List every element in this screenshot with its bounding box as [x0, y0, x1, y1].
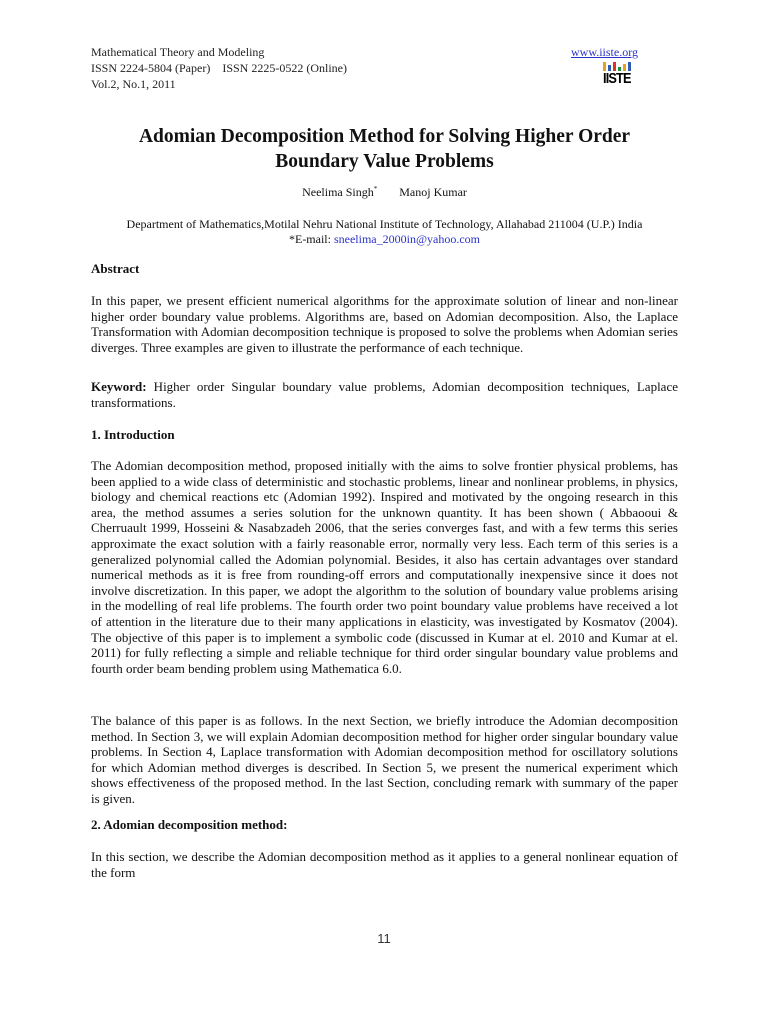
logo-wordmark: IISTE: [603, 70, 631, 87]
title-line-2: Boundary Value Problems: [275, 151, 494, 172]
intro-paragraph-2: The balance of this paper is as follows. In the next Section, we briefly introduce the Adomian decomposition method. In Section 3, we will explain Adomian decomposition method for higher order singular boundary value problems. In Section 4, Laplace transformation with Adomian decomposition method for oscillatory solutions for which Adomian method diverges is described. In Section 5, we present the numerical experiment which shows effectiveness of the proposed method. In the last Section, concluding remark with summary of the paper is given.: [91, 713, 678, 806]
abstract-text: In this paper, we present efficient numerical algorithms for the approximate solution of linear and non-linear higher order boundary value problems. Algorithms are, based on Adomian decomposition. Also, the Laplace Transformation with Adomian decomposition technique is proposed to solve the problems when Adomian series diverges. Three examples are given to illustrate the performance of each technique.: [91, 293, 678, 355]
journal-name: Mathematical Theory and Modeling: [91, 45, 265, 59]
iiste-logo-icon: [603, 62, 635, 94]
author-list: [91, 185, 678, 200]
author-1: Neelima Singh: [302, 185, 374, 199]
website-link[interactable]: www.iiste.org: [571, 45, 638, 59]
corresponding-mark: *: [373, 185, 378, 193]
abstract-heading: Abstract: [91, 261, 140, 276]
keywords-text: Higher order Singular boundary value problems, Adomian decomposition techniques, Laplace transformations.: [91, 379, 678, 410]
journal-header: [91, 44, 347, 92]
paper-title: [91, 124, 678, 174]
section2-paragraph-1: In this section, we describe the Adomian decomposition method as it applies to a general nonlinear equation of the form: [91, 849, 678, 880]
affiliation-block: [91, 217, 678, 247]
affiliation: Department of Mathematics,Motilal Nehru National Institute of Technology, Allahabad 211004 (U.P.) India: [126, 217, 643, 231]
section-heading-introduction: 1. Introduction: [91, 427, 175, 442]
intro-paragraph-1: The Adomian decomposition method, proposed initially with the aims to solve frontier physical problems, has been applied to a wide class of deterministic and stochastic problems, linear and nonlinear problems, in physics, biology and chemical reactions etc (Adomian 1992). Inspired and motivated by the ongoing research in this area, the method assumes a series solution for the unknown quantity. It has been shown ( Abbaooui & Cherruault 1999, Hosseini & Nasabzadeh 2006, that the series converges fast, and with a few terms this series approximate the exact solution with a fairly reasonable error, normally very less. Each term of this series is a generalized polynomial called the Adomian polynomial. Besides, it also has certain advantages over standard numerical methods as it is free from rounding-off errors and computationally inexpensive since it does not involve discretization. In this paper, we adopt the algorithm to the solution of boundary value problems arising in the modelling of real life problems. The fourth order two point boundary value problems have received a lot of attention in the literature due to their many applications in elasticity, was investigated by Kosmatov (2004). The objective of this paper is to implement a symbolic code (discussed in Kumar at el. 2010 and Kumar at el. 2011) for fully reflecting a simple and reliable technique for third order singular boundary value problems and fourth order beam bending problem using Mathematica 6.0.: [91, 458, 678, 676]
email-line: [91, 232, 678, 247]
section-heading-adomian: 2. Adomian decomposition method:: [91, 817, 288, 832]
journal-issn: ISSN 2224-5804 (Paper) ISSN 2225-0522 (Online): [91, 61, 347, 75]
page-number: 11: [377, 931, 391, 946]
keywords: [91, 379, 678, 410]
keywords-label: Keyword:: [91, 379, 147, 394]
email-label: *E-mail:: [288, 232, 334, 246]
website-block: [560, 44, 638, 60]
email-link[interactable]: sneelima_2000in@yahoo.com: [333, 232, 481, 246]
journal-volume: Vol.2, No.1, 2011: [91, 77, 176, 91]
author-2: Manoj Kumar: [399, 185, 467, 199]
title-line-1: Adomian Decomposition Method for Solving Higher Order: [138, 126, 631, 147]
